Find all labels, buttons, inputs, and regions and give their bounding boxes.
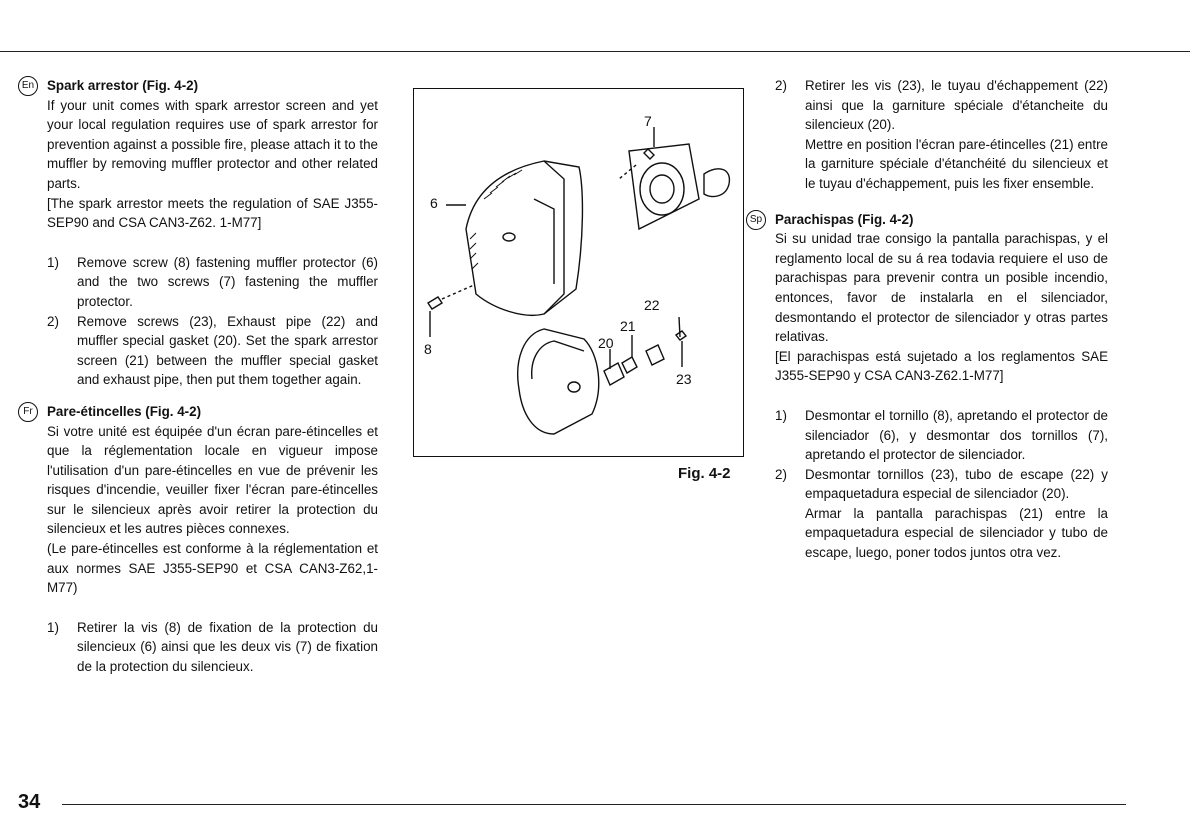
steps-list-fr-continued — [748, 76, 1108, 194]
intro-paragraph-sp: Si su unidad trae consigo la pantalla parachispas, y el reglamento local de su á rea todavia requiere el uso de parachispas para prevenir contra un posible incendio, entonces, favor de instalarla en el silenciador, desmontando el protector de silenciador y otras partes relativas. — [775, 231, 1108, 345]
section-heading-en: Spark arrestor (Fig. 4-2) — [47, 78, 199, 93]
list-item: 1) Desmontar el tornillo (8), apretando el protector de silenciador (6), y desmontar dos tornillos (7), apretando el protector de silenciador. — [775, 407, 1108, 463]
callout-22: 22 — [644, 297, 660, 313]
intro-paragraph-en: If your unit comes with spark arrestor screen and yet your local regulation requires use of spark arrestor for prevention against a possible fire, please attach it to the muffler by removing muffler protector and other related parts. — [47, 97, 378, 191]
list-item: 1) Retirer la vis (8) de fixation de la protection du silencieux (6) ainsi que les deux vis (7) de fixation de la protection du silencieux. — [47, 619, 378, 675]
language-badge-sp: Sp — [746, 210, 766, 230]
section-sp — [748, 210, 1108, 563]
callout-6: 6 — [430, 195, 438, 211]
left-column — [20, 76, 378, 677]
steps-list-en — [47, 253, 378, 390]
steps-list-sp — [775, 406, 1108, 563]
list-item: 1) Remove screw (8) fastening muffler protector (6) and the two screws (7) fastening the muffler protector. — [47, 254, 378, 309]
callout-23: 23 — [676, 371, 692, 387]
section-heading-sp: Parachispas (Fig. 4-2) — [775, 211, 914, 227]
callout-7: 7 — [644, 113, 652, 129]
page-number: 34 — [18, 791, 41, 813]
section-fr — [20, 402, 378, 677]
figure-frame — [413, 88, 744, 457]
figure-caption: Fig. 4-2 — [678, 465, 731, 482]
language-badge-en: En — [18, 76, 38, 96]
list-item: 2) Retirer les vis (23), le tuyau d'échappement (22) ainsi que la garniture spéciale d'étancheite du silencieux (20). Mettre en position l'écran pare-étincelles (21) entre la garniture spéciale d'étanchéité du silencieux et le tuyau d'échappement, puis les fixer ensemble. — [775, 78, 1108, 191]
steps-list-fr — [47, 618, 378, 677]
callout-8: 8 — [424, 341, 432, 357]
section-en — [20, 76, 378, 390]
top-rule — [0, 51, 1190, 52]
regulation-note-fr: (Le pare-étincelles est conforme à la réglementation et aux normes SAE J355-SEP90 et CSA CAN3-Z62,1-M77) — [47, 541, 378, 596]
right-column — [748, 76, 1108, 563]
callout-21: 21 — [620, 318, 636, 334]
list-item: 2) Desmontar tornillos (23), tubo de escape (22) y empaquetadura especial de silenciador (20). Armar la pantalla parachispas (21) entre la empaquetadura especial de silenciador y tubo de escape, luego, poner todos juntos otra vez. — [775, 466, 1108, 561]
list-item: 2) Remove screws (23), Exhaust pipe (22) and muffler special gasket (20). Set the spark arrestor screen (21) between the muffler special gasket and exhaust pipe, then put them together again. — [47, 313, 378, 388]
regulation-note-en: [The spark arrestor meets the regulation of SAE J355-SEP90 and CSA CAN3-Z62. 1-M77] — [47, 195, 378, 231]
section-heading-fr: Pare-étincelles (Fig. 4-2) — [47, 403, 202, 419]
regulation-note-sp: [El parachispas está sujetado a los reglamentos SAE J355-SEP90 y CSA CAN3-Z62.1-M77] — [775, 348, 1108, 384]
bottom-rule — [62, 804, 1126, 805]
callout-20: 20 — [598, 335, 614, 351]
intro-paragraph-fr: Si votre unité est équipée d'un écran pare-étincelles et que la réglementation locale en vigueur impose l'utilisation d'un pare-étincelles en vue de prévenir les risques d'incendie, veuiller fixer l'écran pare-étincelles sur le silencieux après avoir retirer la protection du silencieux et les autres pièces connexes. — [47, 423, 378, 537]
language-badge-fr: Fr — [18, 402, 38, 422]
exploded-view-illustration — [414, 89, 743, 456]
